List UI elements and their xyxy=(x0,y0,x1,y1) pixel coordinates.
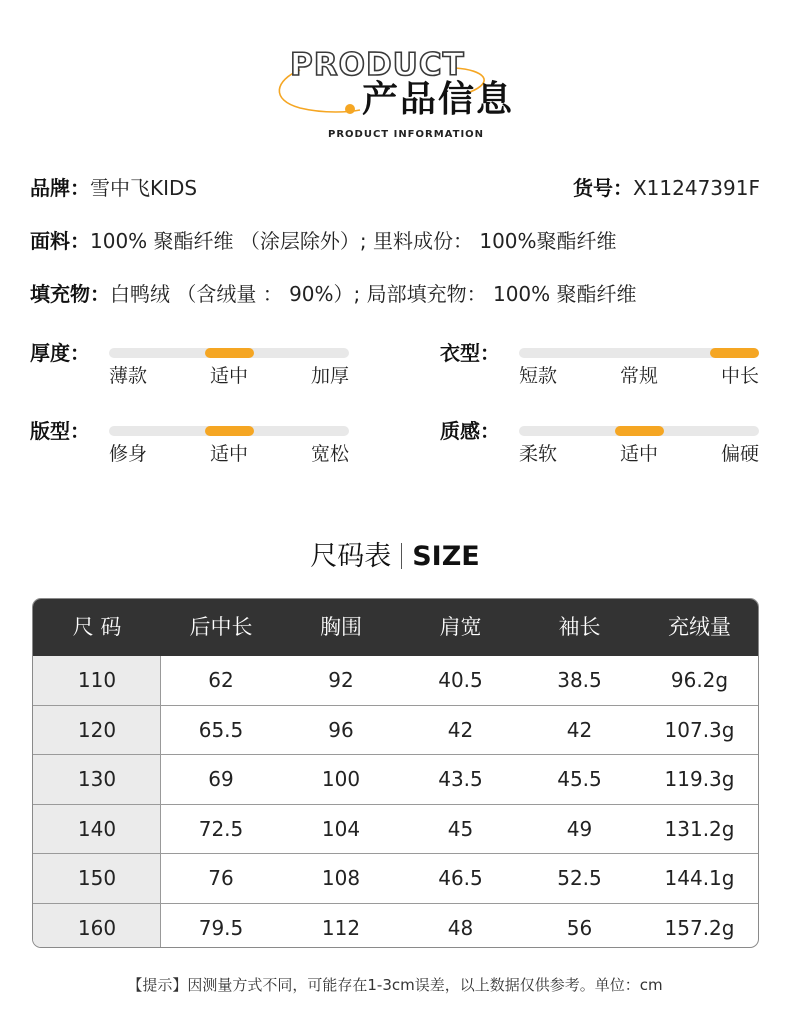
table-cell: 144.1g xyxy=(664,866,735,890)
prop-track xyxy=(519,348,759,358)
table-cell: 150 xyxy=(77,866,117,890)
table-cell: 104 xyxy=(321,816,361,841)
prop-indicator xyxy=(205,426,254,436)
product-info-logo xyxy=(270,40,530,150)
prop-option: 短款 xyxy=(519,365,558,387)
table-row xyxy=(33,805,758,855)
table-cell: 49 xyxy=(566,816,593,841)
prop-indicator xyxy=(205,348,254,358)
table-cell: 110 xyxy=(77,668,117,692)
header-down-fill: 充绒量 xyxy=(668,615,731,639)
table-cell: 62 xyxy=(208,668,234,692)
table-cell: 160 xyxy=(77,915,117,940)
table-cell: 157.2g xyxy=(664,915,735,940)
prop-length xyxy=(440,343,770,403)
logo-title-en: PRODUCT xyxy=(290,47,465,83)
table-cell: 65.5 xyxy=(198,717,244,742)
table-cell: 92 xyxy=(328,668,354,692)
filling-value: 白鸭绒 （含绒量 ： 90%）; 局部填充物： 100% 聚酯纤维 xyxy=(110,282,637,306)
size-chart-title xyxy=(0,543,790,570)
table-cell: 140 xyxy=(77,816,117,841)
table-cell: 48 xyxy=(447,915,474,940)
prop-option: 常规 xyxy=(619,365,659,387)
prop-label: 版型： xyxy=(30,419,90,443)
table-cell: 96.2g xyxy=(670,668,729,692)
size-title-en: SIZE xyxy=(412,541,480,572)
prop-label: 厚度： xyxy=(30,341,90,365)
header-sleeve: 袖长 xyxy=(558,615,601,639)
prop-indicator xyxy=(710,348,759,358)
table-cell: 43.5 xyxy=(438,767,483,791)
table-cell: 112 xyxy=(321,915,361,940)
table-row xyxy=(33,706,758,756)
filling-key: 填充物： xyxy=(30,282,110,306)
code-line xyxy=(573,178,760,198)
prop-option: 修身 xyxy=(109,443,148,465)
table-cell: 46.5 xyxy=(438,866,483,890)
prop-option: 适中 xyxy=(619,443,659,465)
prop-option: 薄款 xyxy=(109,365,148,387)
prop-option: 柔软 xyxy=(519,443,558,465)
measurement-note: 【提示】因测量方式不同，可能存在1-3cm误差，以上数据仅供参考。单位：cm xyxy=(127,976,663,994)
prop-thickness xyxy=(30,343,360,403)
table-cell: 96 xyxy=(328,717,354,742)
prop-indicator xyxy=(615,426,664,436)
fabric-key: 面料： xyxy=(30,229,90,253)
logo-title-cn: 产品信息 xyxy=(362,79,515,120)
prop-option: 加厚 xyxy=(310,365,349,387)
table-row xyxy=(33,656,758,706)
table-cell: 76 xyxy=(208,866,234,890)
filling-line xyxy=(30,284,637,304)
fabric-line xyxy=(30,231,617,251)
header-shoulder: 肩宽 xyxy=(439,615,482,639)
brand-line xyxy=(30,178,197,198)
table-cell: 130 xyxy=(77,767,117,791)
table-cell: 120 xyxy=(77,717,117,742)
table-cell: 107.3g xyxy=(664,717,735,742)
prop-track xyxy=(109,426,349,436)
table-cell: 119.3g xyxy=(664,767,735,791)
code-key: 货号： xyxy=(572,176,633,200)
table-cell: 72.5 xyxy=(198,816,244,841)
table-row xyxy=(33,904,758,949)
prop-option: 偏硬 xyxy=(720,443,759,465)
table-row xyxy=(33,854,758,904)
table-cell: 42 xyxy=(566,717,593,742)
table-cell: 45 xyxy=(447,816,474,841)
table-cell: 52.5 xyxy=(557,866,602,890)
table-cell: 131.2g xyxy=(664,816,735,841)
fabric-value: 100% 聚酯纤维 （涂层除外）; 里料成份： 100%聚酯纤维 xyxy=(90,229,617,253)
table-cell: 56 xyxy=(566,915,593,940)
table-cell: 79.5 xyxy=(198,915,244,940)
table-cell: 42 xyxy=(447,717,474,742)
header-size: 尺 码 xyxy=(72,615,122,639)
prop-option: 宽松 xyxy=(310,443,349,465)
table-cell: 45.5 xyxy=(557,767,602,791)
size-title-cn: 尺码表 xyxy=(310,541,392,572)
code-value: X11247391F xyxy=(632,176,760,200)
prop-fit xyxy=(30,421,360,481)
table-row xyxy=(33,755,758,805)
prop-texture xyxy=(440,421,770,481)
header-back-length: 后中长 xyxy=(189,615,253,639)
prop-option: 中长 xyxy=(720,365,759,387)
table-cell: 108 xyxy=(321,866,361,890)
prop-option: 适中 xyxy=(209,443,249,465)
table-cell: 38.5 xyxy=(557,668,602,692)
prop-track xyxy=(519,426,759,436)
header-chest: 胸围 xyxy=(320,615,362,639)
brand-value: 雪中飞KIDS xyxy=(90,176,198,200)
table-cell: 69 xyxy=(208,767,234,791)
brand-key: 品牌： xyxy=(30,176,90,200)
prop-option: 适中 xyxy=(209,365,249,387)
size-table xyxy=(32,598,759,948)
table-cell: 100 xyxy=(321,767,361,791)
prop-label: 衣型： xyxy=(440,341,500,365)
logo-subtitle: PRODUCT INFORMATION xyxy=(328,129,485,140)
table-cell: 40.5 xyxy=(438,668,483,692)
title-divider xyxy=(401,543,402,569)
prop-label: 质感： xyxy=(440,419,500,443)
table-header-row xyxy=(33,599,758,656)
prop-track xyxy=(109,348,349,358)
